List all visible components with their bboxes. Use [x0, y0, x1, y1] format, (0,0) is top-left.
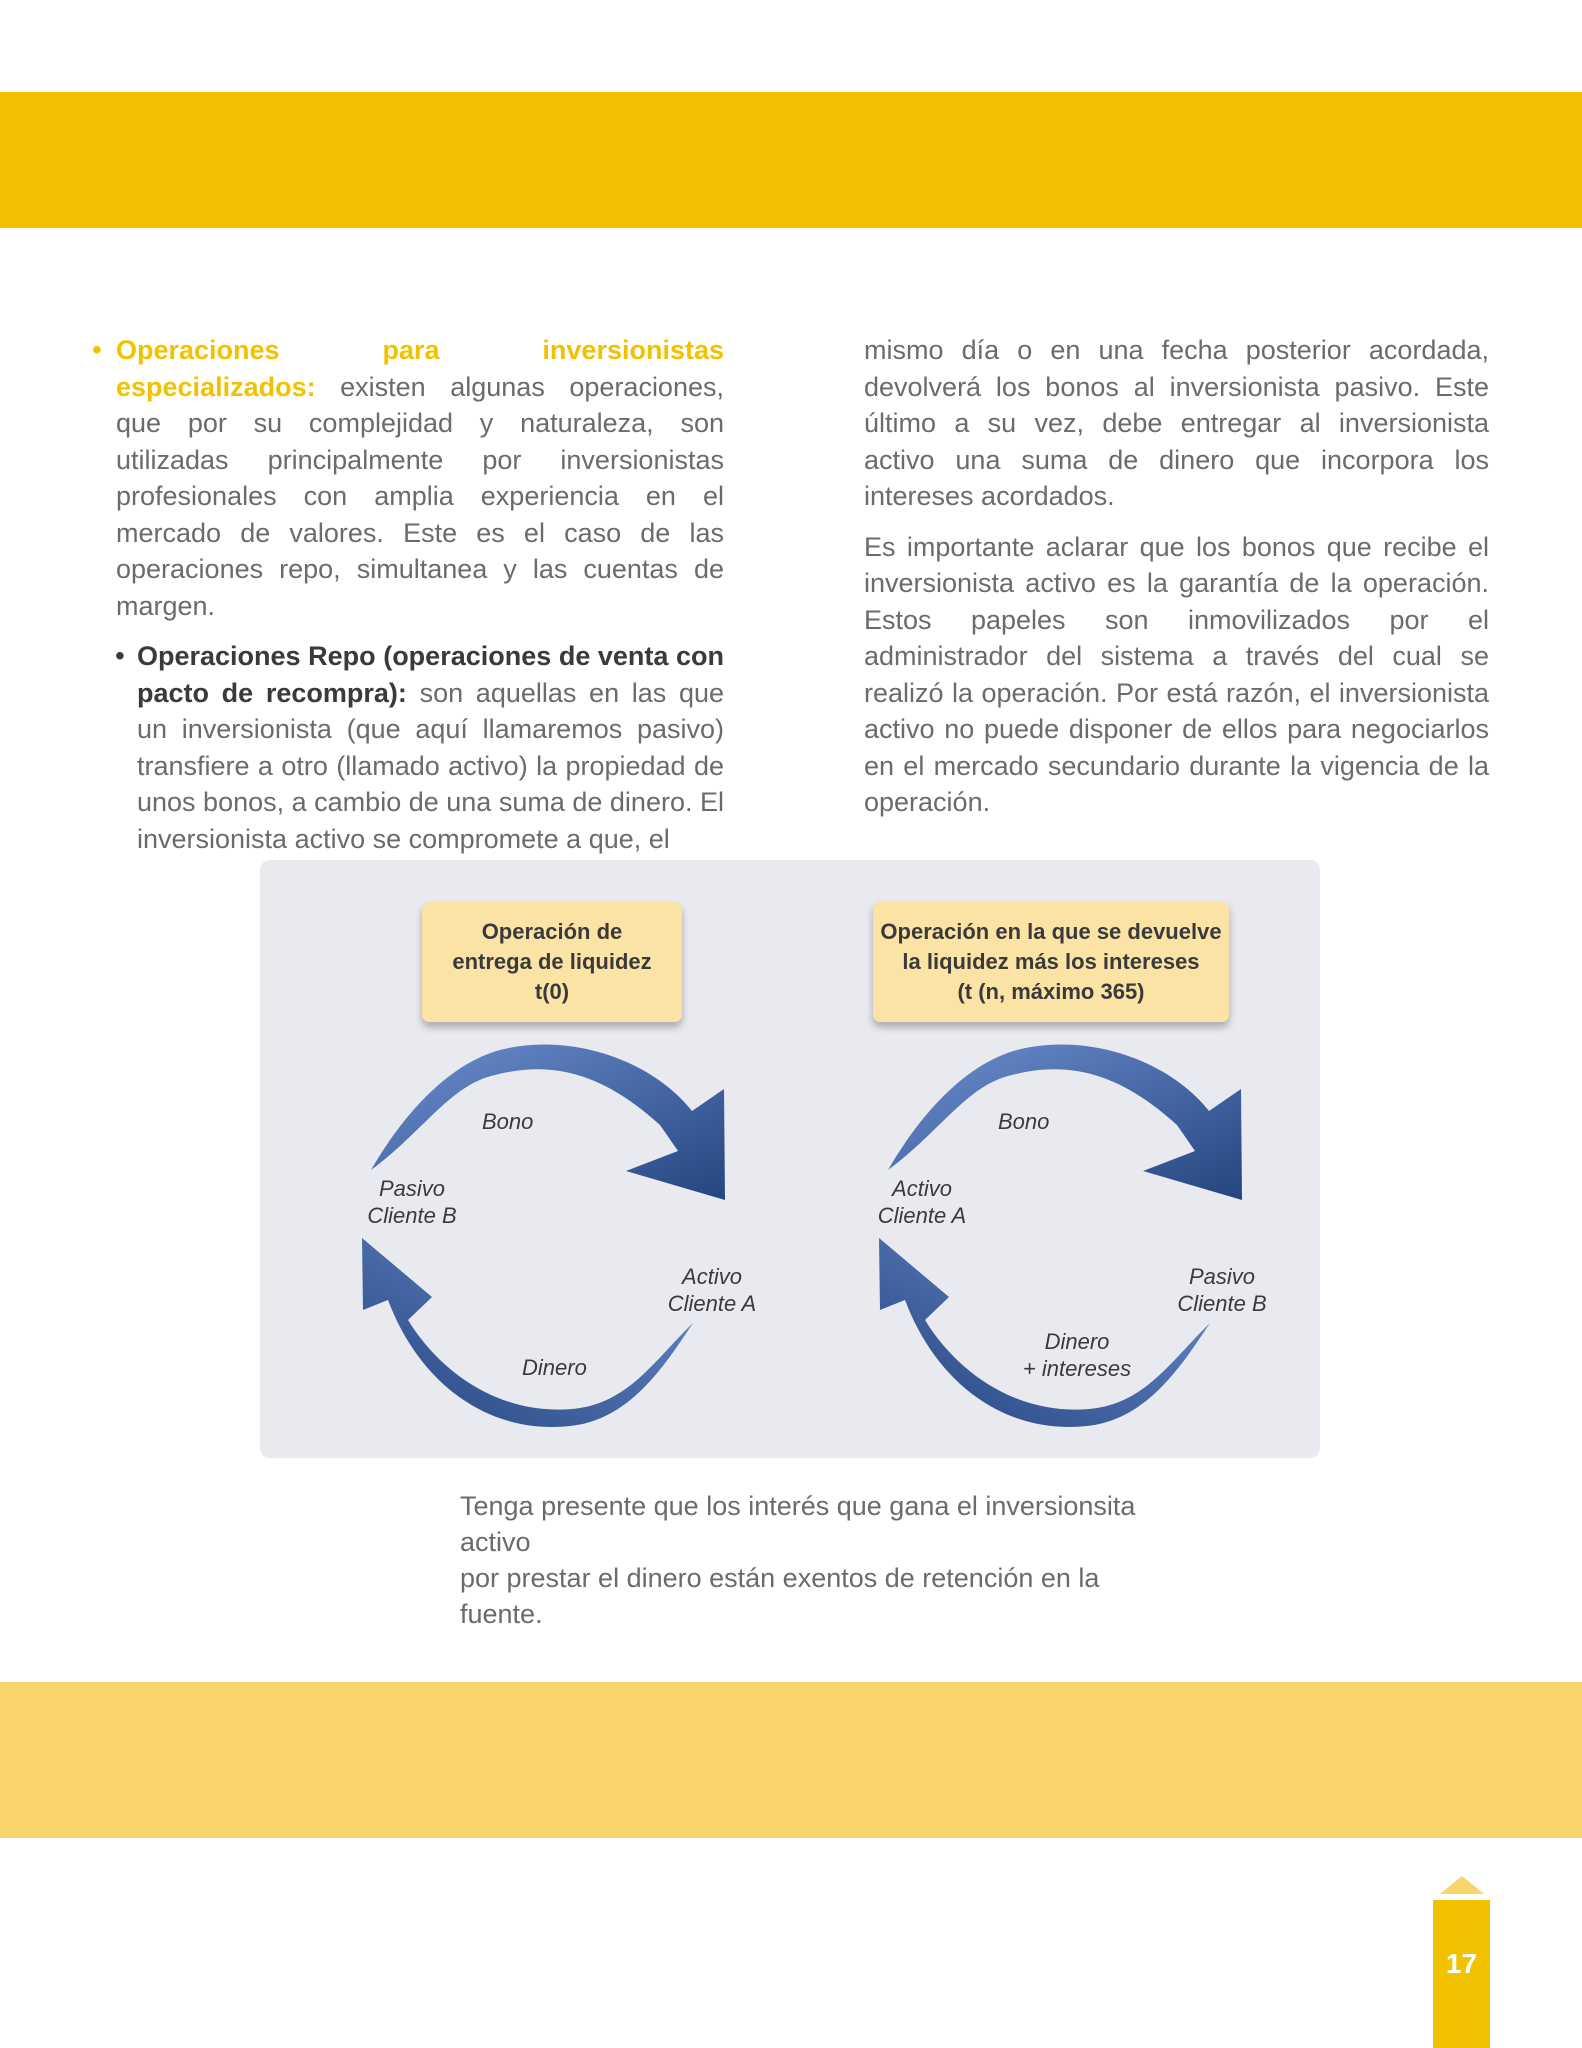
left-dinero-label: Dinero [522, 1355, 587, 1380]
bullet-specialized-investors [92, 332, 724, 624]
note-line: la liquidez más los intereses [902, 949, 1200, 974]
right-column [864, 332, 1489, 835]
note-line: t(0) [534, 979, 570, 1004]
party-client: Cliente A [667, 1291, 757, 1316]
right-dinero-intereses-label [1017, 1328, 1137, 1382]
right-bono-label: Bono [998, 1109, 1050, 1134]
left-party-activo [652, 1263, 772, 1317]
note-line: entrega de liquidez [452, 949, 652, 974]
left-bono-label: Bono [482, 1109, 534, 1134]
left-column [92, 332, 724, 871]
page-number: 17 [1445, 1948, 1478, 1979]
interest-label: + intereses [1022, 1356, 1132, 1381]
left-bottom-arrow [362, 1238, 693, 1427]
caption-line: Tenga presente que los interés que gana el inversionsita activo [460, 1491, 1136, 1557]
return-operation-note [873, 902, 1229, 1022]
party-client: Cliente A [877, 1203, 967, 1228]
party-role: Pasivo [378, 1176, 446, 1201]
caption-line: por prestar el dinero están exentos de retención en la fuente. [460, 1563, 1100, 1629]
right-party-activo [862, 1175, 982, 1229]
note-line: Operación en la que se devuelve [880, 919, 1222, 944]
bullet1-text: existen algunas operaciones, que por su complejidad y naturaleza, son utilizadas principalmente por inversionistas profesionales con amplia experiencia en el mercado de valores. Este es el caso de las operaciones repo, simultanea y las cuentas de margen. [116, 371, 724, 621]
bullet2-text: son aquellas en las que un inversionista (que aquí llamaremos pasivo) transfiere a otro (llamado activo) la propiedad de unos bonos, a cambio de una suma de dinero. El inversionista activo se compromete a que, el [137, 677, 725, 854]
bullet-dot: • [92, 334, 102, 365]
repo-diagram-panel [260, 860, 1320, 1458]
diagram-caption [460, 1488, 1160, 1632]
bottom-yellow-band [0, 1682, 1582, 1838]
party-role: Activo [892, 1176, 952, 1201]
party-client: Cliente B [1177, 1291, 1267, 1316]
note-line: Operación de [481, 919, 623, 944]
bullet2-heading: Operaciones Repo (operaciones de venta con pacto de recompra): [137, 641, 724, 708]
party-role: Pasivo [1188, 1264, 1256, 1289]
right-party-pasivo [1162, 1263, 1282, 1317]
note-line: (t (n, máximo 365) [957, 979, 1145, 1004]
page-tab-tip [1440, 1876, 1484, 1894]
right-paragraph-2: Es importante aclarar que los bonos que recibe el inversionista activo es la garantía de la operación. Estos papeles son inmovilizados por el administrador del sistema a través del cual se realizó la operación. Por está razón, el inversionista activo no puede disponer de ellos para negociarlos en el mercado secundario durante la vigencia de la operación. [864, 531, 1489, 817]
money-label: Dinero [1044, 1329, 1110, 1354]
bullet1-heading: Operaciones para inversionistas especializados: [116, 335, 724, 402]
bullet-dot: • [115, 640, 125, 671]
right-paragraph-1: mismo día o en una fecha posterior acordada, devolverá los bonos al inversionista pasivo. Este último a su vez, debe entregar al inversionista activo una suma de dinero que incorpora los intereses acordados. [864, 335, 1489, 511]
initial-operation-note [422, 902, 682, 1022]
party-client: Cliente B [367, 1203, 457, 1228]
top-yellow-band [0, 92, 1582, 228]
bullet-repo-operations [92, 638, 724, 857]
party-role: Activo [682, 1264, 742, 1289]
left-party-pasivo [352, 1175, 472, 1229]
